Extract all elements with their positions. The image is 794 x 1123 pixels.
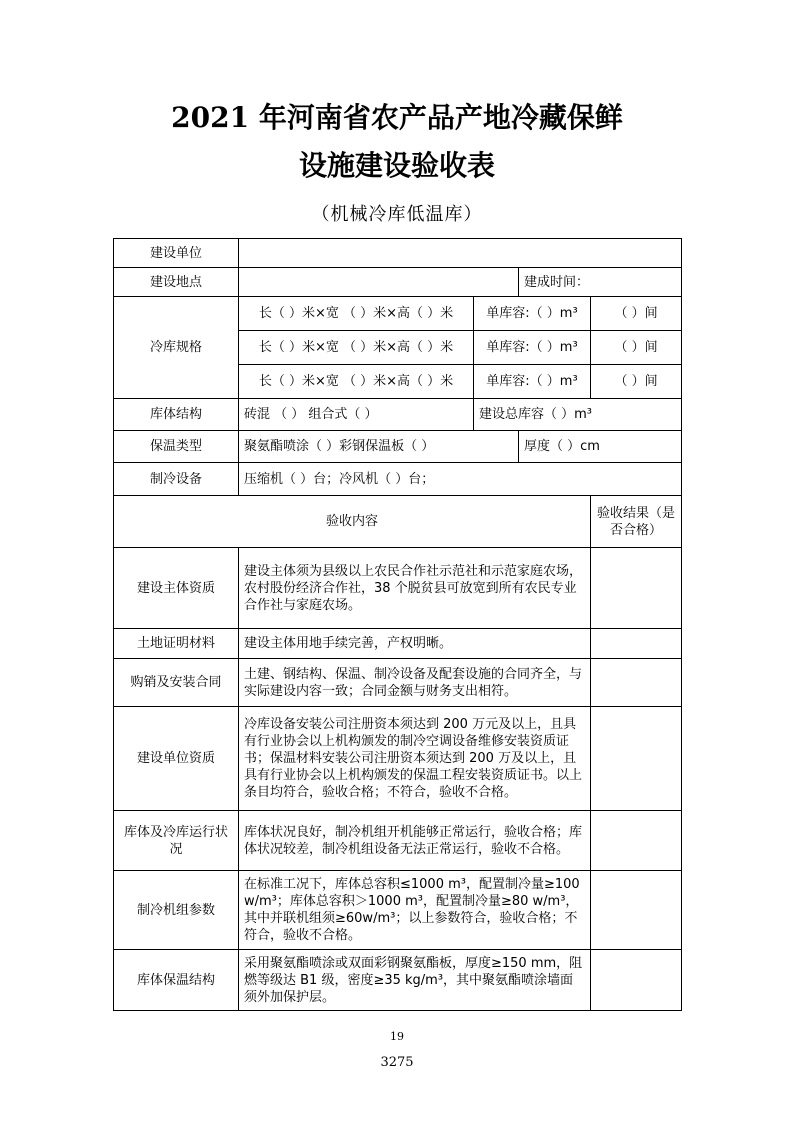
unit-value[interactable] <box>239 239 682 268</box>
table-row <box>114 431 682 463</box>
table-row <box>114 811 682 871</box>
title-line2: 设施建设验收表 <box>298 149 495 182</box>
result-cell[interactable] <box>591 548 682 629</box>
spec-capacity: 单库容:（ ）m³ <box>474 365 591 399</box>
item-label: 建设主体资质 <box>114 548 239 629</box>
subtitle: （机械冷库低温库） <box>311 204 483 225</box>
item-label: 库体及冷库运行状况 <box>114 811 239 871</box>
spec-count: （ ）间 <box>591 365 682 399</box>
build-time-label: 建成时间： <box>519 268 682 297</box>
item-text: 在标准工况下，库体总容积≤1000 m³，配置制冷量≥100 w/m³；库体总容积＞1000 m³，配置制冷量≥80 w/m³，其中并联机组须≥60w/m³；以上参数符合，验收合格；不符合，验收不合格。 <box>239 871 591 950</box>
item-text: 采用聚氨酯喷涂或双面彩钢聚氨酯板，厚度≥150 mm，阻燃等级达 B1 级，密度≥35 kg/m³，其中聚氨酯喷涂墙面须外加保护层。 <box>239 950 591 1011</box>
item-label: 库体保温结构 <box>114 950 239 1011</box>
result-header: 验收结果（是否合格） <box>591 496 682 548</box>
result-cell[interactable] <box>591 629 682 659</box>
spec-dims: 长（ ）米×宽 （ ）米×高（ ）米 <box>239 365 474 399</box>
table-row <box>114 496 682 548</box>
result-cell[interactable] <box>591 950 682 1011</box>
structure-label: 库体结构 <box>114 399 239 431</box>
result-cell[interactable] <box>591 811 682 871</box>
item-text: 建设主体用地手续完善，产权明晰。 <box>239 629 591 659</box>
item-label: 制冷机组参数 <box>114 871 239 950</box>
insulation-options: 聚氨酯喷涂（ ）彩钢保温板（ ） <box>239 431 519 463</box>
spec-dims: 长（ ）米×宽 （ ）米×高（ ）米 <box>239 331 474 365</box>
item-label: 购销及安装合同 <box>114 659 239 707</box>
page-number: 19 <box>390 1030 404 1043</box>
table-row <box>114 239 682 268</box>
table-row <box>114 707 682 811</box>
item-label: 土地证明材料 <box>114 629 239 659</box>
spec-count: （ ）间 <box>591 331 682 365</box>
table-row <box>114 871 682 950</box>
item-text: 冷库设备安装公司注册资本须达到 200 万元及以上，且具有行业协会以上机构颁发的制冷空调设备维修安装资质证书；保温材料安装公司注册资本须达到 200 万及以上，且具有行业协会以上机构颁发的保温工程安装资质证书。以上条目均符合，验收合格；不符合，验收不合格。 <box>239 707 591 811</box>
page-number-total: 3275 <box>380 1055 414 1070</box>
site-label: 建设地点 <box>114 268 239 297</box>
content-header: 验收内容 <box>114 496 591 548</box>
insulation-label: 保温类型 <box>114 431 239 463</box>
table-row <box>114 950 682 1011</box>
item-text: 土建、钢结构、保温、制冷设备及配套设施的合同齐全，与实际建设内容一致；合同金额与财务支出相符。 <box>239 659 591 707</box>
spec-capacity: 单库容:（ ）m³ <box>474 331 591 365</box>
cooling-label: 制冷设备 <box>114 463 239 496</box>
result-cell[interactable] <box>591 707 682 811</box>
table-row <box>114 659 682 707</box>
item-text: 库体状况良好，制冷机组开机能够正常运行，验收合格；库体状况较差，制冷机组设备无法正常运行，验收不合格。 <box>239 811 591 871</box>
result-cell[interactable] <box>591 871 682 950</box>
spec-capacity: 单库容:（ ）m³ <box>474 297 591 331</box>
table-row <box>114 268 682 297</box>
insulation-thickness: 厚度（ ）cm <box>519 431 682 463</box>
cooling-value: 压缩机（ ）台；冷风机（ ）台； <box>239 463 682 496</box>
acceptance-table <box>113 238 682 1011</box>
result-cell[interactable] <box>591 659 682 707</box>
item-text: 建设主体须为县级以上农民合作社示范社和示范家庭农场，农村股份经济合作社，38 个脱贫县可放宽到所有农民专业合作社与家庭农场。 <box>239 548 591 629</box>
item-label: 建设单位资质 <box>114 707 239 811</box>
spec-label: 冷库规格 <box>114 297 239 399</box>
table-row <box>114 548 682 629</box>
spec-count: （ ）间 <box>591 297 682 331</box>
structure-options: 砖混 （ ） 组合式（ ） <box>239 399 474 431</box>
site-value[interactable] <box>239 268 519 297</box>
spec-dims: 长（ ）米×宽 （ ）米×高（ ）米 <box>239 297 474 331</box>
title-line1: 2021 年河南省农产品产地冷藏保鲜 <box>171 101 623 134</box>
structure-total: 建设总库容（ ）m³ <box>474 399 682 431</box>
table-row <box>114 297 682 331</box>
table-row <box>114 629 682 659</box>
table-row <box>114 463 682 496</box>
unit-label: 建设单位 <box>114 239 239 268</box>
table-row <box>114 399 682 431</box>
